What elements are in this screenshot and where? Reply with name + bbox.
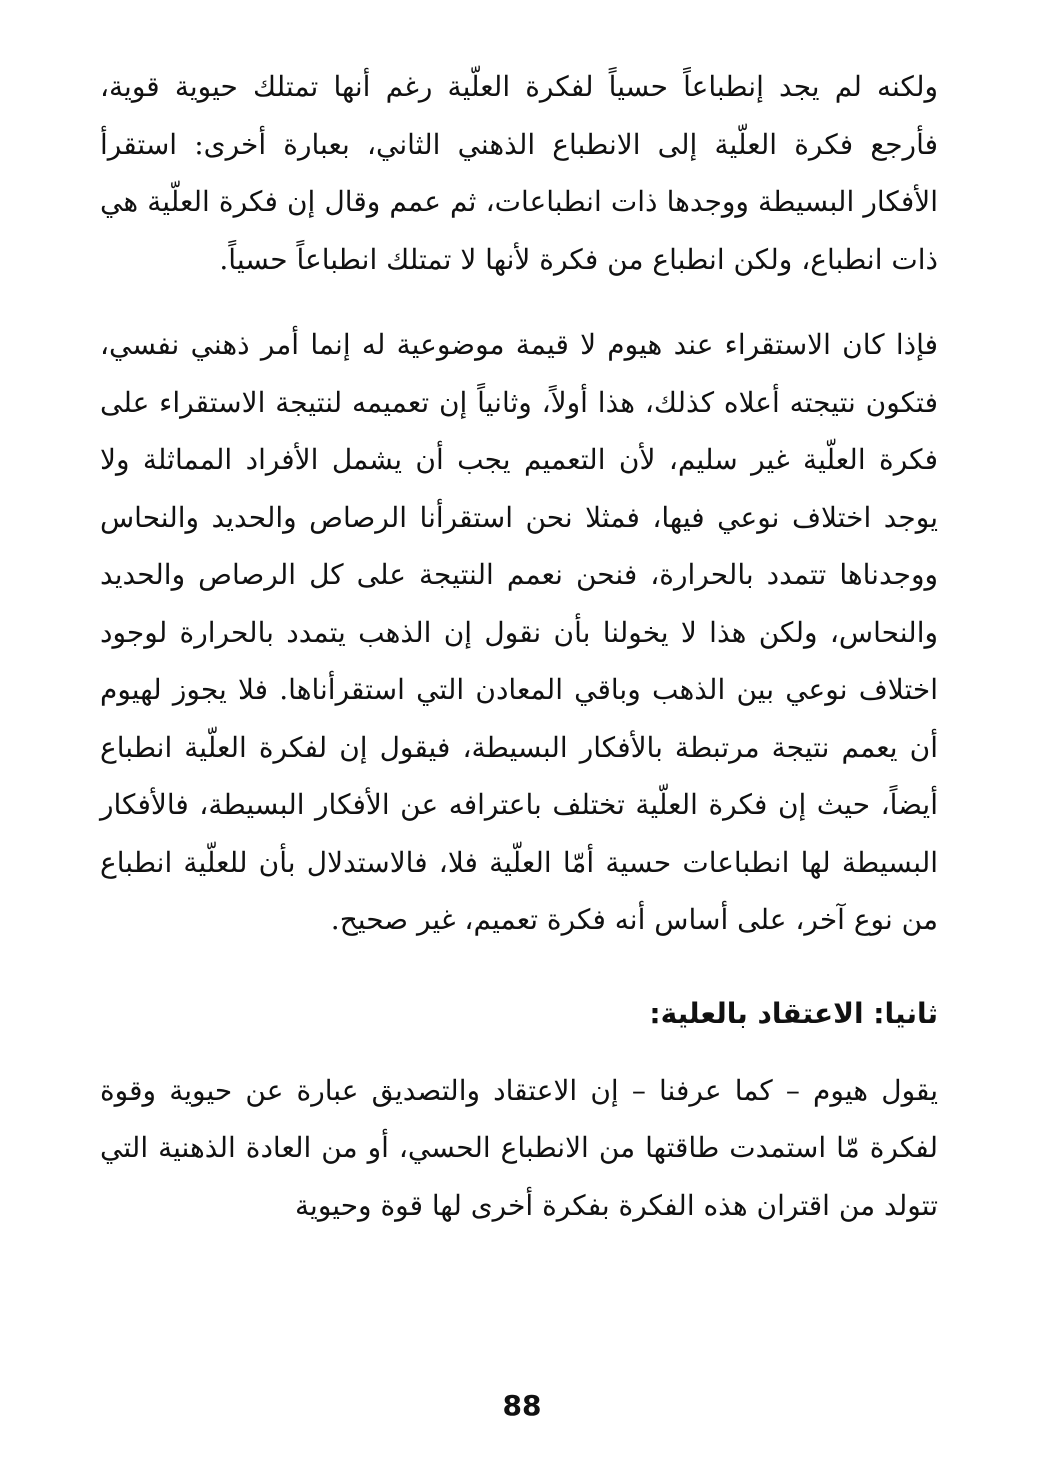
body-paragraph-3: يقول هيوم – كما عرفنا – إن الاعتقاد والتصديق عبارة عن حيوية وقوة لفكرة مّا استمدت طاقتها من الانطباع الحسي، أو من العادة الذهنية التي تتولد من اقتران هذه الفكرة بفكرة أخرى لها قوة وحيوية bbox=[100, 1073, 938, 1222]
page-number: 88 bbox=[502, 1389, 542, 1422]
body-paragraph-2: فإذا كان الاستقراء عند هيوم لا قيمة موضوعية له إنما أمر ذهني نفسي، فتكون نتيجته أعلاه كذلك، هذا أولاً، وثانياً إن تعميمه لنتيجة الاستقراء على فكرة العلّية غير سليم، لأن التعميم يجب أن يشمل الأفراد المماثلة ولا يوجد اختلاف نوعي فيها، فمثلا نحن استقرأنا الرصاص والحديد والنحاس ووجدناها تتمدد بالحرارة، فنحن نعمم النتيجة على كل الرصاص والحديد والنحاس، ولكن هذا لا يخولنا بأن نقول إن الذهب يتمدد بالحرارة لوجود اختلاف نوعي بين الذهب وباقي المعادن التي استقرأناها. فلا يجوز لهيوم أن يعمم نتيجة مرتبطة بالأفكار البسيطة، فيقول إن لفكرة العلّية انطباع أيضاً، حيث إن فكرة العلّية تختلف باعترافه عن الأفكار البسيطة، فالأفكار البسيطة لها انطباعات حسية أمّا العلّية فلا، فالاستدلال بأن للعلّية انطباع من نوع آخر، على أساس أنه فكرة تعميم، غير صحيح. bbox=[100, 328, 938, 936]
body-paragraph-1: ولكنه لم يجد إنطباعاً حسياً لفكرة العلّية رغم أنها تمتلك حيوية قوية، فأرجع فكرة العلّية إلى الانطباع الذهني الثاني، بعبارة أخرى: استقرأ الأفكار البسيطة ووجدها ذات انطباعات، ثم عمم وقال إن فكرة العلّية هي ذات انطباع، ولكن انطباع من فكرة لأنها لا تمتلك انطباعاً حسياً. bbox=[100, 70, 938, 276]
section-heading: ثانيا: الاعتقاد بالعلية: bbox=[649, 996, 938, 1030]
page-body bbox=[100, 58, 938, 1234]
